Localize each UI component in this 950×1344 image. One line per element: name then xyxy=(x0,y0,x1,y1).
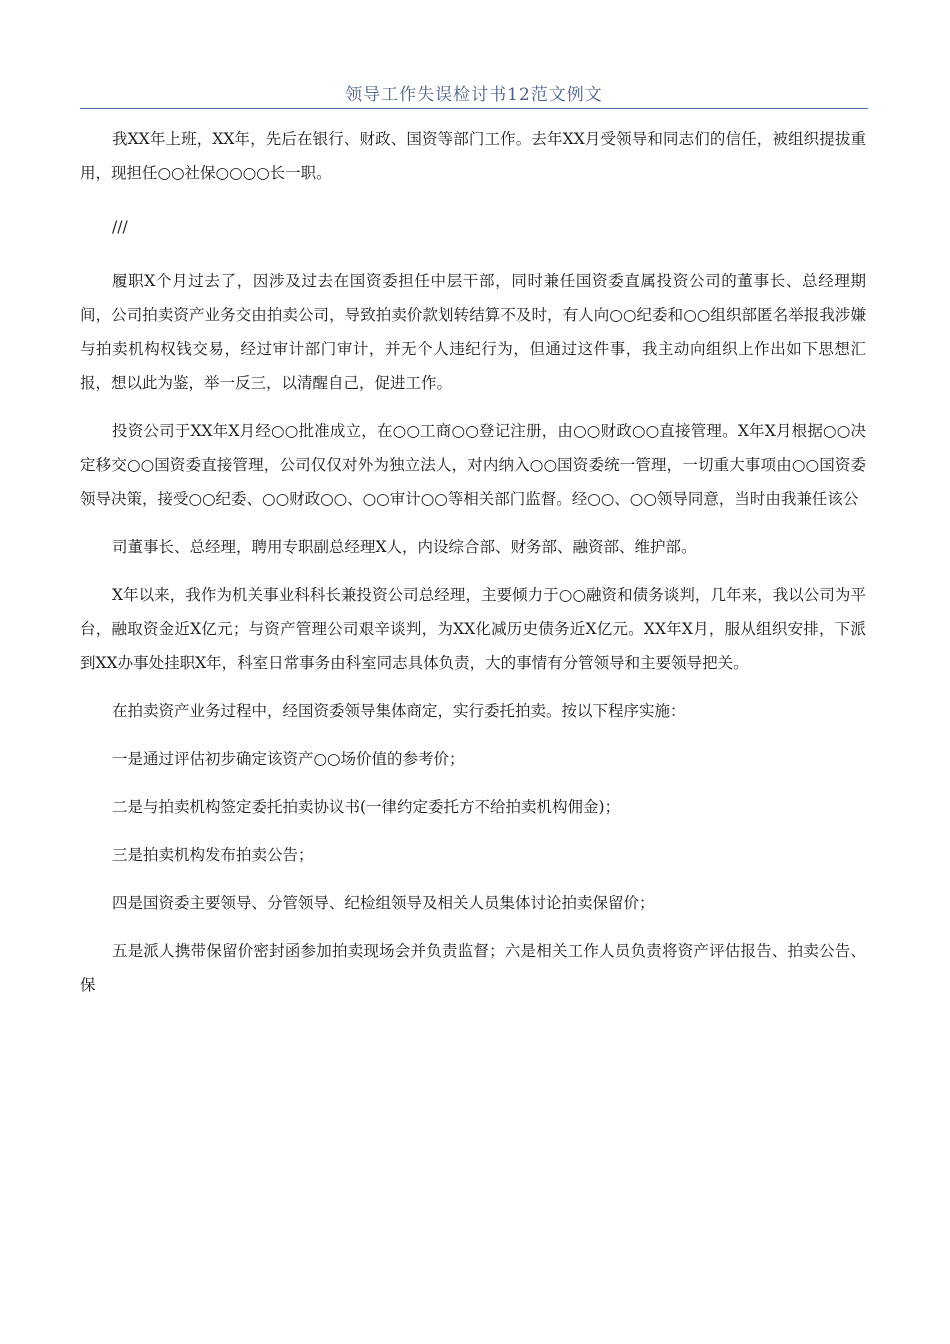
document-body xyxy=(80,122,866,1002)
list-item-step-2: 二是与拍卖机构签定委托拍卖协议书(一律约定委托方不给拍卖机构佣金)； xyxy=(112,798,621,816)
paragraph-company-structure: 司董事长、总经理，聘用专职副总经理X人，内设综合部、财务部、融资部、维护部。 xyxy=(112,538,697,556)
paragraph-company-history: 投资公司于XX年X月经○○批准成立，在○○工商○○登记注册，由○○财政○○直接管理。X年X月根据○○决定移交○○国资委直接管理，公司仅仅对外为独立法人，对内纳入○○国资委统一管理，一切重大事项由○○国资委领导决策，接受○○纪委、○○财政○○、○○审计○○等相关部门监督。经○○、○○领导同意，当时由我兼任该公 xyxy=(80,422,866,508)
paragraph-work-record: X年以来，我作为机关事业科科长兼投资公司总经理，主要倾力于○○融资和债务谈判，几年来，我以公司为平台，融取资金近X亿元；与资产管理公司艰辛谈判，为XX化减历史债务近X亿元。XX年X月，服从组织安排，下派到XX办事处挂职X年，科室日常事务由科室同志具体负责，大的事情有分管领导和主要领导把关。 xyxy=(80,586,866,672)
paragraph-background: 履职X个月过去了，因涉及过去在国资委担任中层干部，同时兼任国资委直属投资公司的董事长、总经理期间，公司拍卖资产业务交由拍卖公司，导致拍卖价款划转结算不及时，有人向○○纪委和○○组织部匿名举报我涉嫌与拍卖机构权钱交易，经过审计部门审计，并无个人违纪行为，但通过这件事，我主动向组织上作出如下思想汇报，想以此为鉴，举一反三，以清醒自己，促进工作。 xyxy=(80,272,866,392)
list-item-step-3: 三是拍卖机构发布拍卖公告； xyxy=(112,846,314,864)
header-divider xyxy=(80,108,868,109)
paragraph-separator: /// xyxy=(112,218,128,236)
list-item-step-1: 一是通过评估初步确定该资产○○场价值的参考价； xyxy=(112,750,465,768)
paragraph-auction-process: 在拍卖资产业务过程中，经国资委领导集体商定，实行委托拍卖。按以下程序实施： xyxy=(112,702,686,720)
paragraph-intro: 我XX年上班，XX年，先后在银行、财政、国资等部门工作。去年XX月受领导和同志们的信任，被组织提拔重用，现担任○○社保○○○○长一职。 xyxy=(80,130,866,182)
list-item-step-4: 四是国资委主要领导、分管领导、纪检组领导及相关人员集体讨论拍卖保留价； xyxy=(112,894,655,912)
list-item-step-5: 五是派人携带保留价密封函参加拍卖现场会并负责监督；六是相关工作人员负责将资产评估报告、拍卖公告、保 xyxy=(80,942,866,994)
document-header-title: 领导工作失误检讨书12范文例文 xyxy=(345,85,603,105)
